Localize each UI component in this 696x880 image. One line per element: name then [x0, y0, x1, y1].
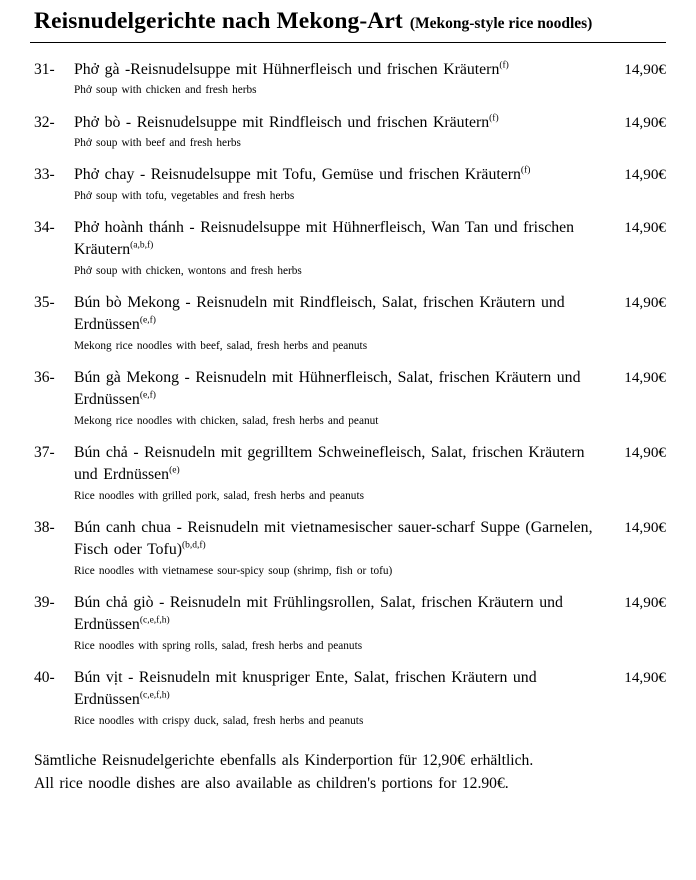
menu-item	[30, 442, 666, 504]
item-body	[74, 667, 602, 729]
item-number: 35-	[34, 293, 55, 311]
item-name-en: Mekong rice noodles with beef, salad, fresh herbs and peanuts	[74, 339, 368, 352]
item-price: 14,90€	[624, 368, 666, 386]
item-allergens: (c,e,f,h)	[139, 691, 170, 702]
item-number: 36-	[34, 368, 55, 386]
item-name-en: Phở soup with tofu, vegetables and fresh herbs	[74, 189, 295, 202]
item-name-de-text: Phở hoành thánh - Reisnudelsuppe mit Hühnerfleisch, Wan Tan und frischen Kräutern	[74, 218, 575, 259]
item-price: 14,90€	[624, 61, 666, 78]
menu-item	[30, 367, 666, 429]
menu-item	[30, 292, 666, 354]
item-name-de	[74, 112, 598, 134]
item-name-de	[74, 367, 598, 412]
item-body	[74, 517, 602, 579]
item-name-en: Rice noodles with spring rolls, salad, fresh herbs and peanuts	[74, 639, 363, 652]
menu-item-list	[30, 59, 666, 728]
item-body	[74, 164, 602, 203]
item-name-de	[74, 164, 598, 186]
menu-item	[30, 592, 666, 654]
page-title: Reisnudelgerichte nach Mekong-Art	[34, 8, 403, 34]
item-name-de	[74, 217, 598, 262]
item-number: 40-	[34, 668, 55, 686]
item-body	[74, 217, 602, 279]
item-number: 34-	[34, 218, 55, 236]
item-allergens: (e,f)	[139, 315, 156, 326]
item-price: 14,90€	[624, 113, 666, 131]
item-number: 33-	[34, 166, 55, 184]
item-name-de	[74, 59, 598, 81]
item-name-de	[74, 667, 598, 712]
menu-item	[30, 667, 666, 729]
item-number: 32-	[34, 113, 55, 131]
item-number: 39-	[34, 593, 55, 611]
item-body	[74, 442, 602, 504]
item-name-de-text: Bún canh chua - Reisnudeln mit vietnamesischer sauer-scharf Suppe (Garnelen, Fisch oder Tofu)	[74, 518, 593, 559]
item-allergens: (f)	[489, 113, 499, 124]
item-number: 31-	[34, 61, 55, 78]
item-body	[74, 367, 602, 429]
item-price: 14,90€	[624, 443, 666, 461]
item-name-de-text: Bún chả - Reisnudeln mit gegrilltem Schweinefleisch, Salat, frischen Kräutern und Erdnüssen	[74, 443, 585, 484]
footer-note-de: Sämtliche Reisnudelgerichte ebenfalls als Kinderportion für 12,90€ erhältlich.	[34, 752, 534, 770]
item-allergens: (a,b,f)	[130, 240, 154, 251]
menu-item	[30, 517, 666, 579]
item-allergens: (c,e,f,h)	[139, 616, 170, 627]
menu-item	[30, 112, 666, 151]
item-name-en: Mekong rice noodles with chicken, salad, fresh herbs and peanut	[74, 414, 379, 427]
item-name-en: Rice noodles with vietnamese sour-spicy soup (shrimp, fish or tofu)	[74, 564, 393, 577]
item-name-en: Rice noodles with grilled pork, salad, fresh herbs and peanuts	[74, 489, 364, 502]
item-allergens: (e,f)	[139, 390, 156, 401]
item-allergens: (f)	[520, 165, 531, 176]
item-name-de-text: Bún bò Mekong - Reisnudeln mit Rindfleisch, Salat, frischen Kräutern und Erdnüssen	[74, 293, 565, 334]
item-name-en: Phở soup with chicken and fresh herbs	[74, 84, 257, 97]
item-price: 14,90€	[624, 518, 666, 536]
item-name-de-text: Bún chả giò - Reisnudeln mit Frühlingsrollen, Salat, frischen Kräutern und Erdnüssen	[74, 593, 563, 634]
item-price: 14,90€	[624, 593, 666, 611]
item-allergens: (e)	[169, 465, 180, 476]
page-footer	[30, 750, 666, 795]
item-body	[74, 292, 602, 354]
item-body	[74, 592, 602, 654]
item-name-en: Rice noodles with crispy duck, salad, fresh herbs and peanuts	[74, 714, 364, 727]
item-body	[74, 59, 602, 98]
menu-item	[30, 217, 666, 279]
footer-note-en: All rice noodle dishes are also available as children's portions for 12.90€.	[34, 775, 509, 792]
page-title-translation: (Mekong-style rice noodles)	[409, 15, 593, 32]
page-header	[30, 6, 666, 35]
item-name-de-text: Phở chay - Reisnudelsuppe mit Tofu, Gemüse und frischen Kräutern	[74, 166, 521, 184]
item-price: 14,90€	[624, 166, 666, 184]
item-number: 37-	[34, 443, 55, 461]
menu-item	[30, 164, 666, 203]
item-name-de-text: Bún vịt - Reisnudeln mit knuspriger Ente, Salat, frischen Kräutern und Erdnüssen	[74, 668, 537, 709]
item-name-de	[74, 592, 598, 637]
item-name-de-text: Bún gà Mekong - Reisnudeln mit Hühnerfleisch, Salat, frischen Kräutern und Erdnüssen	[74, 368, 581, 409]
item-name-en: Phở soup with chicken, wontons and fresh herbs	[74, 264, 302, 277]
item-allergens: (f)	[499, 60, 509, 71]
item-name-de	[74, 442, 598, 487]
menu-item	[30, 59, 666, 98]
item-body	[74, 112, 602, 151]
item-name-de-text: Phở bò - Reisnudelsuppe mit Rindfleisch und frischen Kräutern	[74, 113, 490, 131]
item-price: 14,90€	[624, 668, 666, 686]
item-allergens: (b,d,f)	[181, 541, 206, 551]
item-name-de	[74, 517, 598, 562]
header-divider	[30, 42, 666, 43]
item-name-de-text: Phở gà -Reisnudelsuppe mit Hühnerfleisch und frischen Kräutern	[74, 61, 500, 78]
item-number: 38-	[34, 518, 55, 536]
item-name-de	[74, 292, 598, 337]
item-price: 14,90€	[624, 293, 666, 311]
item-name-en: Phở soup with beef and fresh herbs	[74, 137, 241, 150]
item-price: 14,90€	[624, 218, 666, 236]
